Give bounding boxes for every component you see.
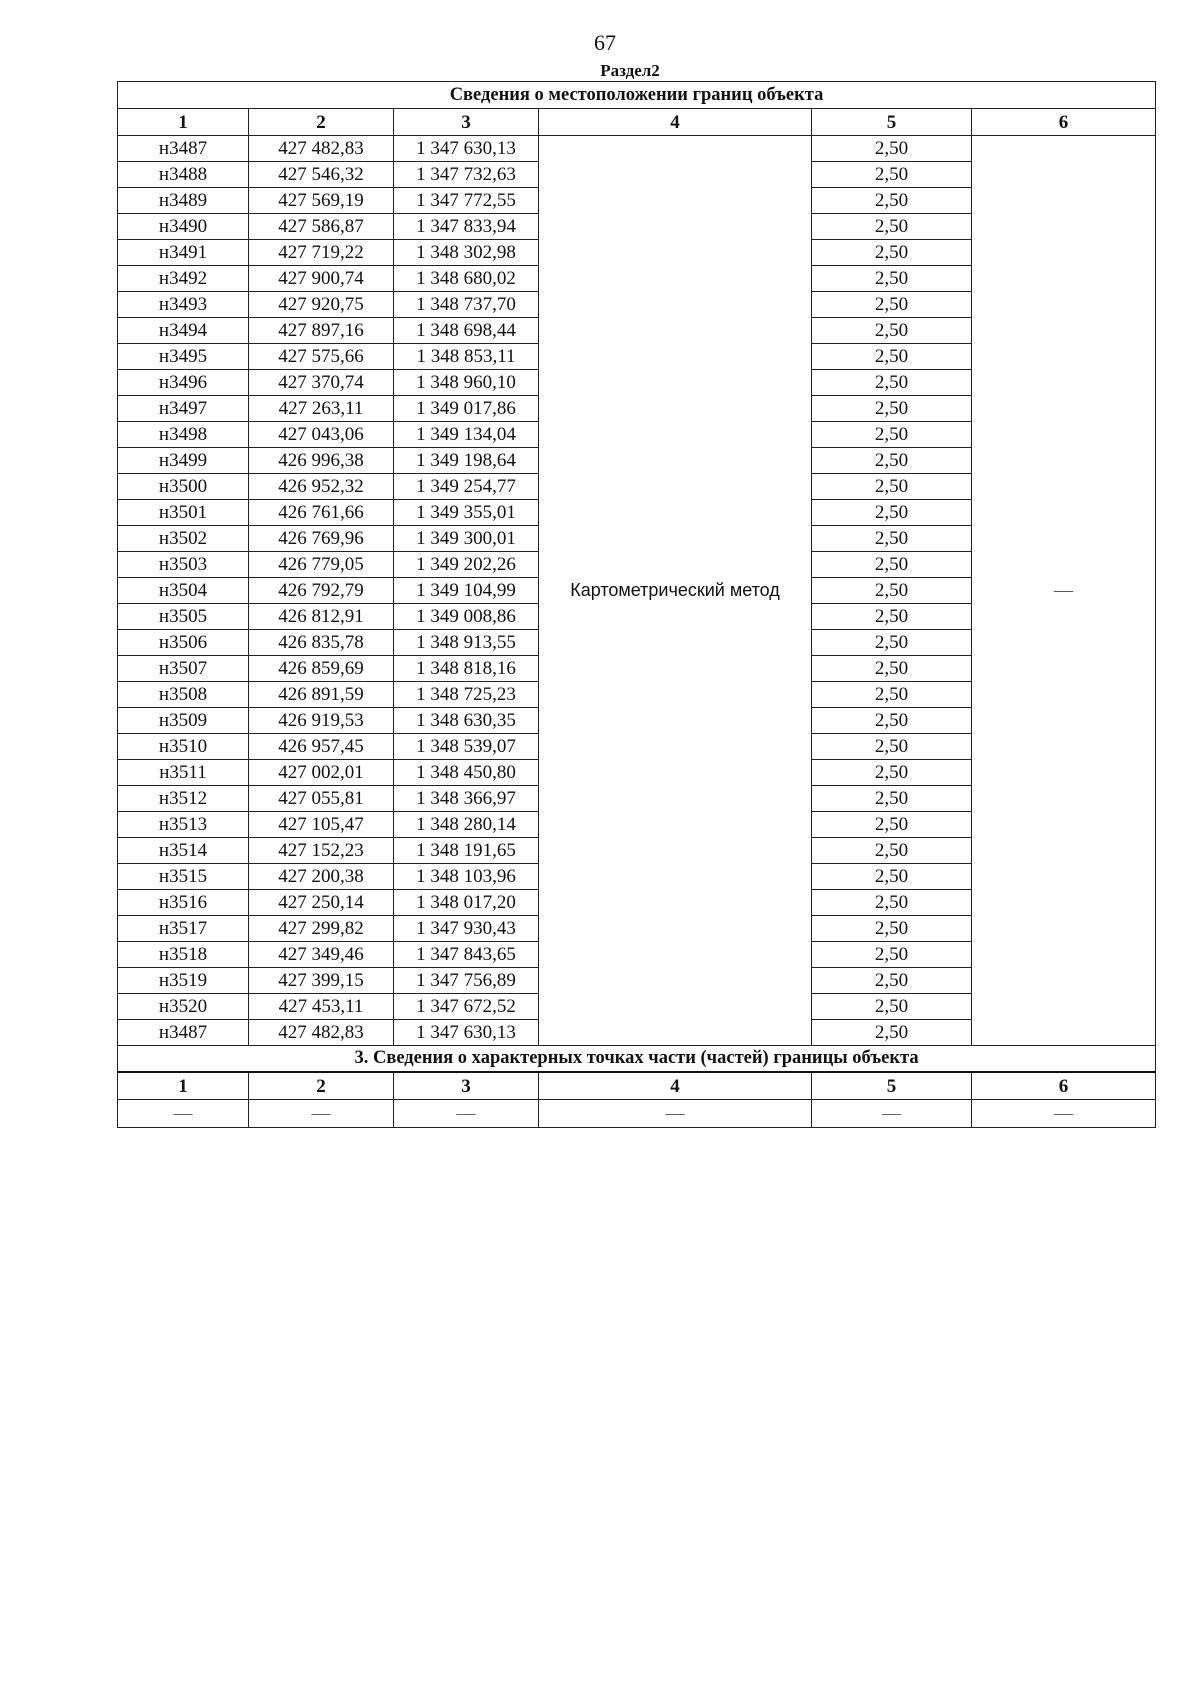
y-coordinate-cell: 1 348 366,97 xyxy=(394,786,539,812)
x-coordinate-cell: 427 200,38 xyxy=(249,864,394,890)
x-coordinate-cell: 427 152,23 xyxy=(249,838,394,864)
point-id-cell: н3489 xyxy=(118,188,249,214)
point-id-cell: н3494 xyxy=(118,318,249,344)
y-coordinate-cell: 1 349 017,86 xyxy=(394,396,539,422)
point-id-cell: н3515 xyxy=(118,864,249,890)
x-coordinate-cell: 426 812,91 xyxy=(249,604,394,630)
point-id-cell: н3510 xyxy=(118,734,249,760)
x-coordinate-cell: 427 250,14 xyxy=(249,890,394,916)
accuracy-cell: 2,50 xyxy=(812,916,972,942)
point-id-cell: н3505 xyxy=(118,604,249,630)
boundary-table xyxy=(117,81,1156,1128)
y-coordinate-cell: 1 349 134,04 xyxy=(394,422,539,448)
accuracy-cell: 2,50 xyxy=(812,1020,972,1046)
x-coordinate-cell: 426 952,32 xyxy=(249,474,394,500)
y-coordinate-cell: 1 347 630,13 xyxy=(394,1020,539,1046)
accuracy-cell: 2,50 xyxy=(812,682,972,708)
y-coordinate-cell: 1 349 300,01 xyxy=(394,526,539,552)
point-id-cell: н3520 xyxy=(118,994,249,1020)
y-coordinate-cell: 1 347 672,52 xyxy=(394,994,539,1020)
accuracy-cell: 2,50 xyxy=(812,812,972,838)
y-coordinate-cell: 1 348 737,70 xyxy=(394,292,539,318)
point-id-cell: н3502 xyxy=(118,526,249,552)
empty-cell: — xyxy=(812,1100,972,1128)
y-coordinate-cell: 1 347 732,63 xyxy=(394,162,539,188)
point-id-cell: н3488 xyxy=(118,162,249,188)
accuracy-cell: 2,50 xyxy=(812,318,972,344)
empty-cell: — xyxy=(249,1100,394,1128)
y-coordinate-cell: 1 348 818,16 xyxy=(394,656,539,682)
x-coordinate-cell: 427 897,16 xyxy=(249,318,394,344)
empty-cell: — xyxy=(539,1100,812,1128)
accuracy-cell: 2,50 xyxy=(812,422,972,448)
x-coordinate-cell: 426 792,79 xyxy=(249,578,394,604)
x-coordinate-cell: 427 043,06 xyxy=(249,422,394,448)
page-number: 67 xyxy=(594,30,616,55)
y-coordinate-cell: 1 348 103,96 xyxy=(394,864,539,890)
y-coordinate-cell: 1 349 254,77 xyxy=(394,474,539,500)
column-header: 2 xyxy=(249,109,394,136)
y-coordinate-cell: 1 347 833,94 xyxy=(394,214,539,240)
accuracy-cell: 2,50 xyxy=(812,552,972,578)
x-coordinate-cell: 427 482,83 xyxy=(249,1020,394,1046)
point-id-cell: н3490 xyxy=(118,214,249,240)
point-id-cell: н3519 xyxy=(118,968,249,994)
accuracy-cell: 2,50 xyxy=(812,604,972,630)
x-coordinate-cell: 427 719,22 xyxy=(249,240,394,266)
accuracy-cell: 2,50 xyxy=(812,474,972,500)
accuracy-cell: 2,50 xyxy=(812,864,972,890)
accuracy-cell: 2,50 xyxy=(812,968,972,994)
accuracy-cell: 2,50 xyxy=(812,630,972,656)
table-title-row xyxy=(118,82,1156,109)
accuracy-cell: 2,50 xyxy=(812,708,972,734)
y-coordinate-cell: 1 348 302,98 xyxy=(394,240,539,266)
accuracy-cell: 2,50 xyxy=(812,448,972,474)
empty-cell: — xyxy=(972,1100,1156,1128)
point-id-cell: н3493 xyxy=(118,292,249,318)
point-id-cell: н3507 xyxy=(118,656,249,682)
y-coordinate-cell: 1 347 930,43 xyxy=(394,916,539,942)
x-coordinate-cell: 427 299,82 xyxy=(249,916,394,942)
section3-row xyxy=(118,1100,1156,1128)
accuracy-cell: 2,50 xyxy=(812,942,972,968)
accuracy-cell: 2,50 xyxy=(812,188,972,214)
x-coordinate-cell: 426 996,38 xyxy=(249,448,394,474)
accuracy-cell: 2,50 xyxy=(812,578,972,604)
accuracy-cell: 2,50 xyxy=(812,292,972,318)
accuracy-cell: 2,50 xyxy=(812,370,972,396)
y-coordinate-cell: 1 348 191,65 xyxy=(394,838,539,864)
point-id-cell: н3495 xyxy=(118,344,249,370)
accuracy-cell: 2,50 xyxy=(812,136,972,162)
accuracy-cell: 2,50 xyxy=(812,500,972,526)
section3-title: 3. Сведения о характерных точках части (частей) границы объекта xyxy=(118,1046,1156,1073)
column-header: 1 xyxy=(118,1072,249,1100)
y-coordinate-cell: 1 348 853,11 xyxy=(394,344,539,370)
accuracy-cell: 2,50 xyxy=(812,214,972,240)
x-coordinate-cell: 427 055,81 xyxy=(249,786,394,812)
accuracy-cell: 2,50 xyxy=(812,994,972,1020)
method-cell: Картометрический метод xyxy=(539,136,812,1046)
column-header: 6 xyxy=(972,109,1156,136)
x-coordinate-cell: 427 453,11 xyxy=(249,994,394,1020)
table-title: Сведения о местоположении границ объекта xyxy=(118,82,1156,109)
x-coordinate-cell: 427 263,11 xyxy=(249,396,394,422)
point-id-cell: н3496 xyxy=(118,370,249,396)
y-coordinate-cell: 1 348 960,10 xyxy=(394,370,539,396)
column-header: 1 xyxy=(118,109,249,136)
point-id-cell: н3487 xyxy=(118,136,249,162)
point-id-cell: н3500 xyxy=(118,474,249,500)
x-coordinate-cell: 427 546,32 xyxy=(249,162,394,188)
point-id-cell: н3499 xyxy=(118,448,249,474)
point-id-cell: н3501 xyxy=(118,500,249,526)
point-id-cell: н3487 xyxy=(118,1020,249,1046)
accuracy-cell: 2,50 xyxy=(812,734,972,760)
y-coordinate-cell: 1 348 680,02 xyxy=(394,266,539,292)
point-id-cell: н3516 xyxy=(118,890,249,916)
x-coordinate-cell: 427 569,19 xyxy=(249,188,394,214)
x-coordinate-cell: 427 002,01 xyxy=(249,760,394,786)
x-coordinate-cell: 427 105,47 xyxy=(249,812,394,838)
point-id-cell: н3503 xyxy=(118,552,249,578)
column-header: 5 xyxy=(812,1072,972,1100)
y-coordinate-cell: 1 347 772,55 xyxy=(394,188,539,214)
x-coordinate-cell: 426 761,66 xyxy=(249,500,394,526)
column-header: 6 xyxy=(972,1072,1156,1100)
accuracy-cell: 2,50 xyxy=(812,344,972,370)
y-coordinate-cell: 1 349 355,01 xyxy=(394,500,539,526)
x-coordinate-cell: 427 575,66 xyxy=(249,344,394,370)
accuracy-cell: 2,50 xyxy=(812,162,972,188)
point-id-cell: н3492 xyxy=(118,266,249,292)
x-coordinate-cell: 427 349,46 xyxy=(249,942,394,968)
section-label: Раздел2 xyxy=(600,61,660,80)
x-coordinate-cell: 426 859,69 xyxy=(249,656,394,682)
y-coordinate-cell: 1 349 104,99 xyxy=(394,578,539,604)
point-id-cell: н3509 xyxy=(118,708,249,734)
point-id-cell: н3511 xyxy=(118,760,249,786)
accuracy-cell: 2,50 xyxy=(812,760,972,786)
point-id-cell: н3491 xyxy=(118,240,249,266)
accuracy-cell: 2,50 xyxy=(812,396,972,422)
y-coordinate-cell: 1 347 630,13 xyxy=(394,136,539,162)
column-header: 3 xyxy=(394,1072,539,1100)
x-coordinate-cell: 426 891,59 xyxy=(249,682,394,708)
x-coordinate-cell: 426 919,53 xyxy=(249,708,394,734)
accuracy-cell: 2,50 xyxy=(812,786,972,812)
x-coordinate-cell: 426 779,05 xyxy=(249,552,394,578)
y-coordinate-cell: 1 348 280,14 xyxy=(394,812,539,838)
column-header: 3 xyxy=(394,109,539,136)
column-header: 5 xyxy=(812,109,972,136)
x-coordinate-cell: 427 399,15 xyxy=(249,968,394,994)
section3-title-row xyxy=(118,1046,1156,1073)
column-header: 4 xyxy=(539,109,812,136)
point-id-cell: н3512 xyxy=(118,786,249,812)
x-coordinate-cell: 427 586,87 xyxy=(249,214,394,240)
point-id-cell: н3518 xyxy=(118,942,249,968)
x-coordinate-cell: 427 900,74 xyxy=(249,266,394,292)
x-coordinate-cell: 426 769,96 xyxy=(249,526,394,552)
y-coordinate-cell: 1 348 017,20 xyxy=(394,890,539,916)
point-id-cell: н3508 xyxy=(118,682,249,708)
accuracy-cell: 2,50 xyxy=(812,838,972,864)
x-coordinate-cell: 426 835,78 xyxy=(249,630,394,656)
y-coordinate-cell: 1 349 008,86 xyxy=(394,604,539,630)
empty-cell: — xyxy=(118,1100,249,1128)
y-coordinate-cell: 1 347 843,65 xyxy=(394,942,539,968)
x-coordinate-cell: 427 482,83 xyxy=(249,136,394,162)
accuracy-cell: 2,50 xyxy=(812,240,972,266)
table-header-row xyxy=(118,109,1156,136)
point-id-cell: н3497 xyxy=(118,396,249,422)
y-coordinate-cell: 1 348 725,23 xyxy=(394,682,539,708)
y-coordinate-cell: 1 348 539,07 xyxy=(394,734,539,760)
column-header: 4 xyxy=(539,1072,812,1100)
empty-cell: — xyxy=(394,1100,539,1128)
y-coordinate-cell: 1 348 450,80 xyxy=(394,760,539,786)
y-coordinate-cell: 1 348 913,55 xyxy=(394,630,539,656)
description-cell: — xyxy=(972,136,1156,1046)
y-coordinate-cell: 1 349 202,26 xyxy=(394,552,539,578)
x-coordinate-cell: 427 920,75 xyxy=(249,292,394,318)
accuracy-cell: 2,50 xyxy=(812,266,972,292)
point-id-cell: н3513 xyxy=(118,812,249,838)
accuracy-cell: 2,50 xyxy=(812,526,972,552)
accuracy-cell: 2,50 xyxy=(812,890,972,916)
y-coordinate-cell: 1 348 698,44 xyxy=(394,318,539,344)
x-coordinate-cell: 427 370,74 xyxy=(249,370,394,396)
y-coordinate-cell: 1 348 630,35 xyxy=(394,708,539,734)
table-row xyxy=(118,136,1156,162)
point-id-cell: н3517 xyxy=(118,916,249,942)
section3-header-row xyxy=(118,1072,1156,1100)
point-id-cell: н3506 xyxy=(118,630,249,656)
accuracy-cell: 2,50 xyxy=(812,656,972,682)
x-coordinate-cell: 426 957,45 xyxy=(249,734,394,760)
point-id-cell: н3498 xyxy=(118,422,249,448)
y-coordinate-cell: 1 347 756,89 xyxy=(394,968,539,994)
point-id-cell: н3514 xyxy=(118,838,249,864)
y-coordinate-cell: 1 349 198,64 xyxy=(394,448,539,474)
point-id-cell: н3504 xyxy=(118,578,249,604)
column-header: 2 xyxy=(249,1072,394,1100)
